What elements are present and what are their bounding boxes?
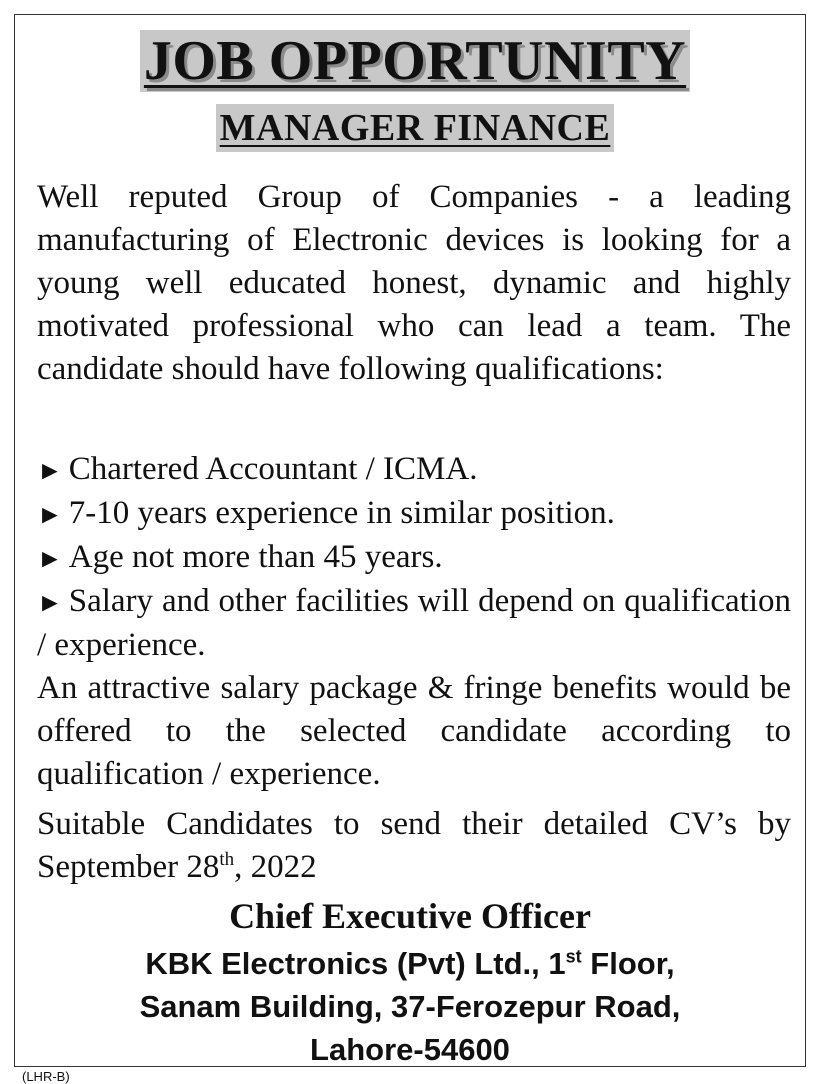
list-item: ► Age not more than 45 years. xyxy=(37,539,443,575)
address-line-company: KBK Electronics (Pvt) Ltd., 1st Floor, xyxy=(145,946,675,981)
intro-paragraph: Well reputed Group of Companies - a leading manufacturing of Electronic devices is looking for a young well educated honest, dynamic and highly motivated professional who can lead a team. The candidate should have following qualifications: xyxy=(37,179,791,387)
ad-title: JOB OPPORTUNITY xyxy=(140,30,690,92)
closing-paragraph: Suitable Candidates to send their detailed CV’s by September 28th, 2022 xyxy=(37,806,791,885)
bullet-icon: ► xyxy=(37,500,63,529)
job-position: MANAGER FINANCE xyxy=(216,104,615,152)
contact-address xyxy=(14,942,806,1071)
date-suffix: th xyxy=(219,849,235,870)
list-item: ► 7-10 years experience in similar position. xyxy=(37,495,615,531)
list-item: ► Chartered Accountant / ICMA. xyxy=(37,451,478,487)
address-line-street: Sanam Building, 37-Ferozepur Road, xyxy=(139,989,681,1024)
bullet-icon: ► xyxy=(37,456,63,485)
list-item: ► Salary and other facilities will depend on qualification / experience. xyxy=(37,583,791,663)
contact-title: Chief Executive Officer xyxy=(229,896,591,936)
benefits-paragraph: An attractive salary package & fringe benefits would be offered to the selected candidate according to qualification / experience. xyxy=(37,670,791,792)
address-line-city: Lahore-54600 xyxy=(310,1032,510,1067)
reference-code: (LHR-B) xyxy=(22,1069,70,1084)
bullet-icon: ► xyxy=(37,544,63,573)
qualifications-list xyxy=(37,448,791,796)
bullet-icon: ► xyxy=(37,588,63,617)
